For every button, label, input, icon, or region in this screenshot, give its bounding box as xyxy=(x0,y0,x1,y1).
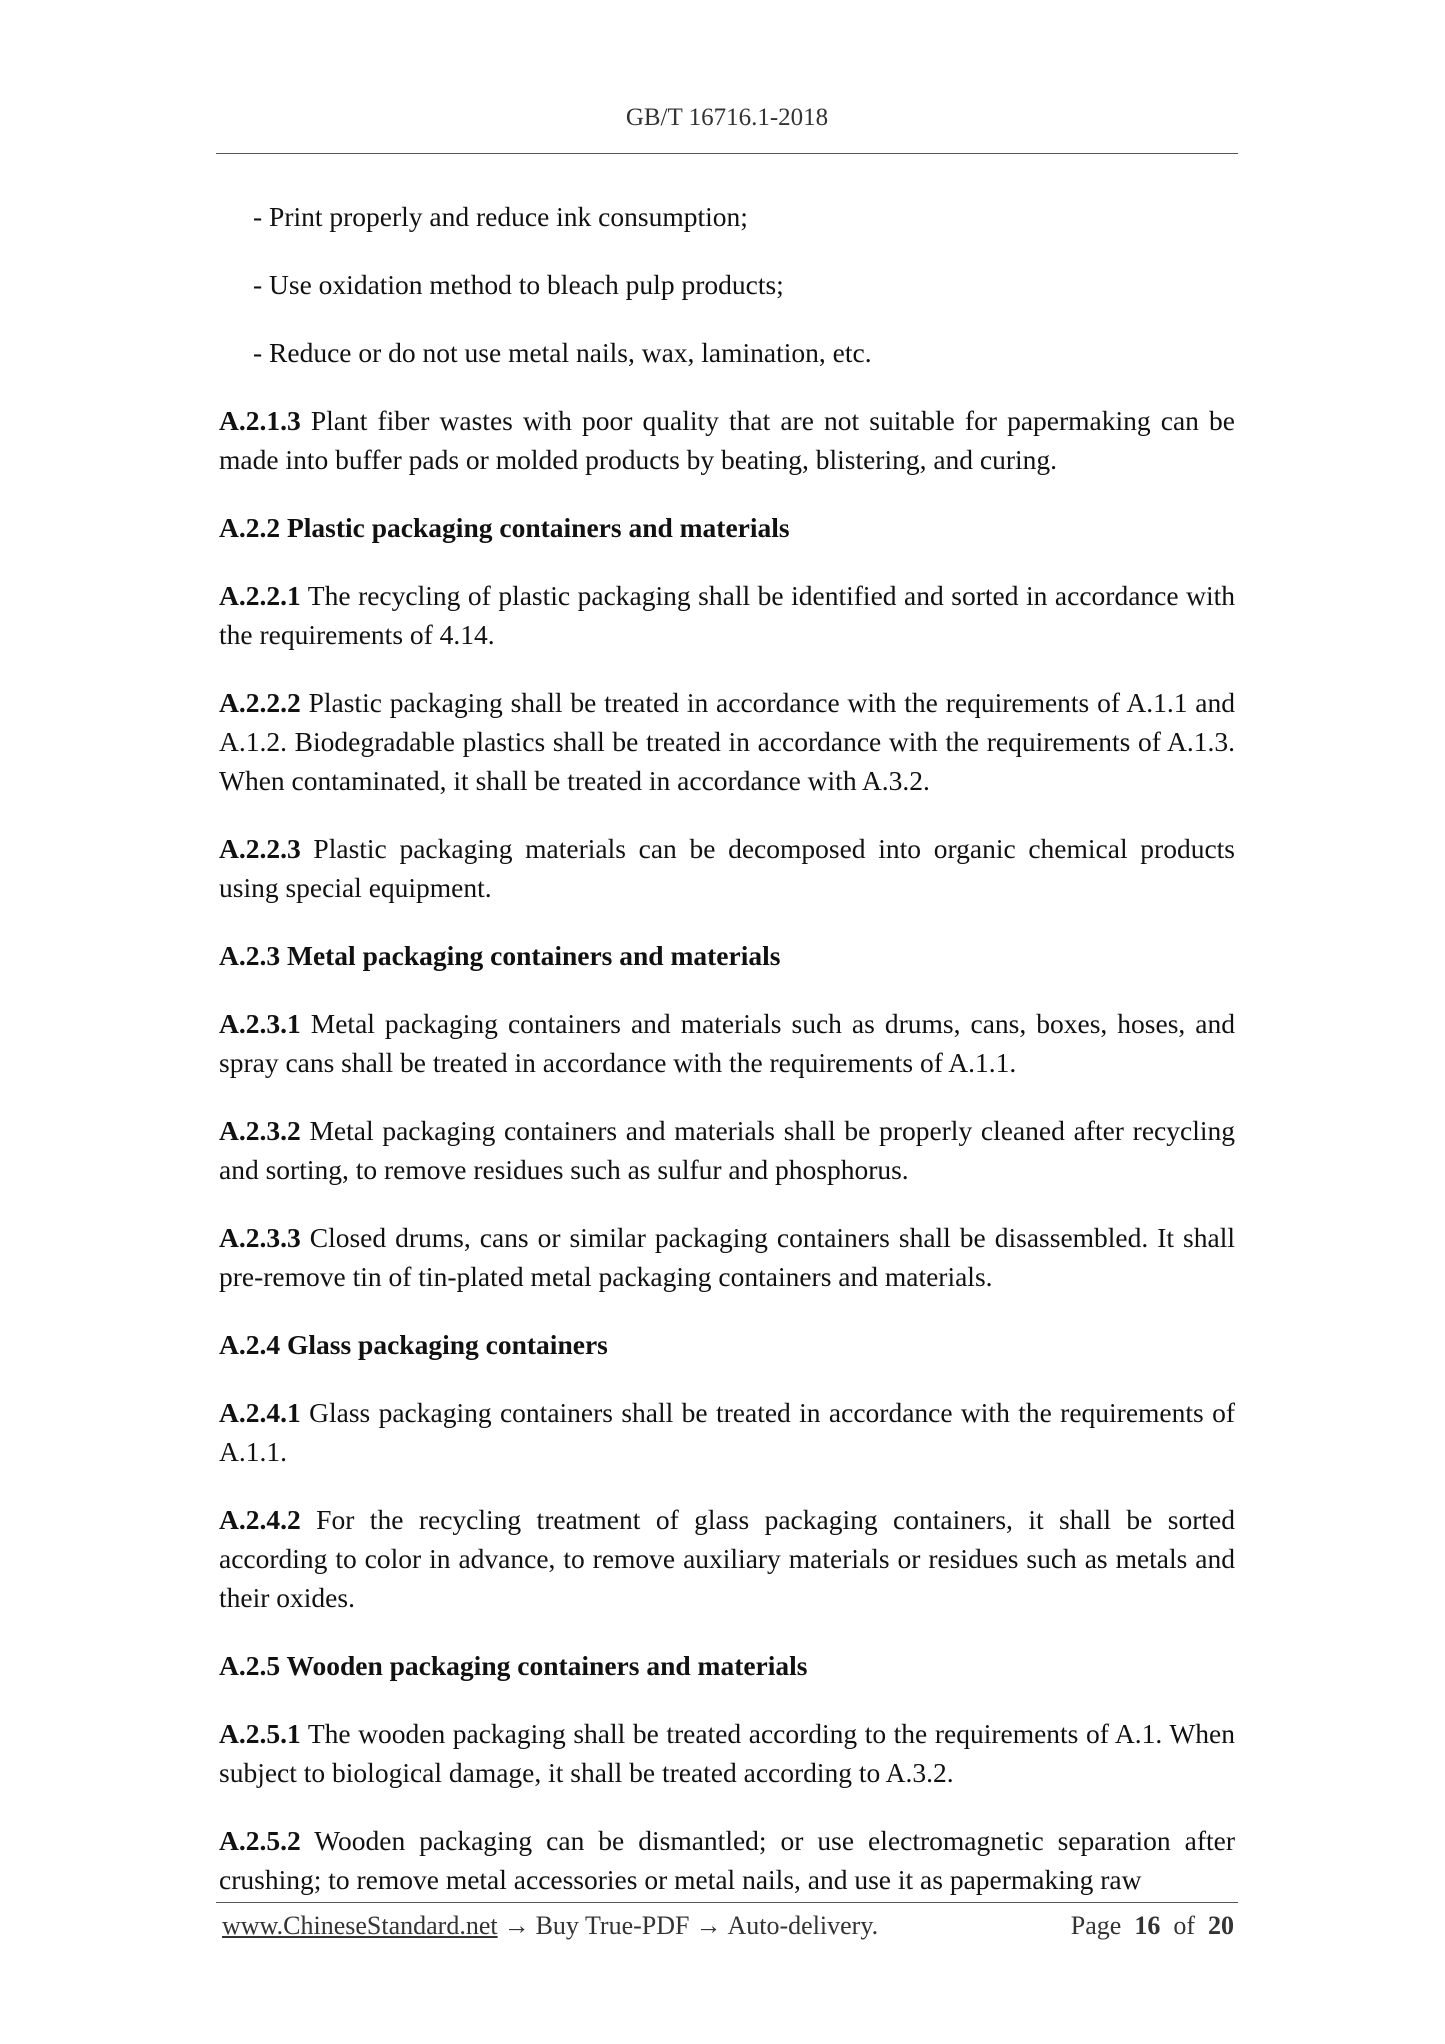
clause-text: Metal packaging containers and materials such as drums, cans, boxes, hoses, and spray cans shall be treated in accordance with the requirements of A.1.1. xyxy=(219,1008,1235,1078)
bullet-item: - Reduce or do not use metal nails, wax, lamination, etc. xyxy=(253,337,872,368)
buy-pdf-link[interactable]: Buy True-PDF xyxy=(535,1911,690,1940)
clause-a-2-2-3 xyxy=(219,829,1235,907)
clause-text: Closed drums, cans or similar packaging containers shall be disassembled. It shall pre-remove tin of tin-plated metal packaging containers and materials. xyxy=(219,1222,1235,1292)
clause-number: A.2.3.1 xyxy=(219,1008,301,1039)
auto-delivery-text: Auto-delivery. xyxy=(727,1911,879,1940)
bullet-item: - Print properly and reduce ink consumption; xyxy=(253,201,748,232)
page-number: 16 xyxy=(1134,1911,1161,1940)
section-heading-a-2-5: A.2.5 Wooden packaging containers and materials xyxy=(219,1650,808,1681)
clause-text: Metal packaging containers and materials shall be properly cleaned after recycling and sorting, to remove residues such as sulfur and phosphorus. xyxy=(219,1115,1235,1185)
section-heading-a-2-4: A.2.4 Glass packaging containers xyxy=(219,1329,608,1360)
arrow-right-icon: → xyxy=(695,1911,722,1940)
clause-a-2-4-1 xyxy=(219,1393,1235,1471)
clause-number: A.2.2.3 xyxy=(219,833,301,864)
footer-divider xyxy=(216,1902,1238,1903)
clause-text: For the recycling treatment of glass packaging containers, it shall be sorted according to color in advance, to remove auxiliary materials or residues such as metals and their oxides. xyxy=(219,1504,1235,1613)
document-header-title: GB/T 16716.1-2018 xyxy=(625,104,829,131)
section-heading-a-2-2: A.2.2 Plastic packaging containers and materials xyxy=(219,512,790,543)
clause-a-2-4-2 xyxy=(219,1500,1235,1617)
clause-number: A.2.4.2 xyxy=(219,1504,301,1535)
page-footer xyxy=(222,1908,1234,1944)
page-total: 20 xyxy=(1208,1911,1234,1940)
clause-number: A.2.2.1 xyxy=(219,580,301,611)
clause-a-2-5-1 xyxy=(219,1714,1235,1792)
clause-a-2-3-3 xyxy=(219,1218,1235,1296)
clause-number: A.2.5.2 xyxy=(219,1825,301,1856)
page-label: Page xyxy=(1070,1911,1122,1940)
clause-text: Glass packaging containers shall be treated in accordance with the requirements of A.1.1. xyxy=(219,1397,1235,1467)
clause-number: A.2.4.1 xyxy=(219,1397,301,1428)
clause-a-2-3-1 xyxy=(219,1004,1235,1082)
clause-a-2-1-3 xyxy=(219,401,1235,479)
section-heading-a-2-3: A.2.3 Metal packaging containers and materials xyxy=(219,940,781,971)
clause-a-2-5-2 xyxy=(219,1821,1235,1899)
clause-a-2-2-2 xyxy=(219,683,1235,800)
clause-number: A.2.1.3 xyxy=(219,405,301,436)
clause-text: The recycling of plastic packaging shall be identified and sorted in accordance with the requirements of 4.14. xyxy=(219,580,1235,650)
clause-number: A.2.5.1 xyxy=(219,1718,301,1749)
clause-text: Plastic packaging shall be treated in accordance with the requirements of A.1.1 and A.1.2. Biodegradable plastics shall be treated in accordance with the requirements of A.1.3. When contaminated, it shall be treated in accordance with A.3.2. xyxy=(219,687,1235,796)
of-label: of xyxy=(1173,1911,1195,1940)
clause-text: Wooden packaging can be dismantled; or use electromagnetic separation after crushing; to remove metal accessories or metal nails, and use it as papermaking raw xyxy=(219,1825,1235,1895)
bullet-item: - Use oxidation method to bleach pulp products; xyxy=(253,269,784,300)
page-indicator xyxy=(1071,1908,1234,1944)
clause-a-2-2-1 xyxy=(219,576,1235,654)
clause-a-2-3-2 xyxy=(219,1111,1235,1189)
site-link[interactable]: www.ChineseStandard.net xyxy=(222,1911,498,1940)
header-divider xyxy=(216,153,1238,154)
document-body xyxy=(219,197,1235,1899)
clause-text: The wooden packaging shall be treated according to the requirements of A.1. When subject to biological damage, it shall be treated according to A.3.2. xyxy=(219,1718,1235,1788)
clause-number: A.2.2.2 xyxy=(219,687,301,718)
clause-number: A.2.3.3 xyxy=(219,1222,301,1253)
clause-text: Plant fiber wastes with poor quality that are not suitable for papermaking can be made into buffer pads or molded products by beating, blistering, and curing. xyxy=(219,405,1235,475)
clause-text: Plastic packaging materials can be decomposed into organic chemical products using special equipment. xyxy=(219,833,1235,903)
clause-number: A.2.3.2 xyxy=(219,1115,301,1146)
arrow-right-icon: → xyxy=(503,1911,530,1940)
